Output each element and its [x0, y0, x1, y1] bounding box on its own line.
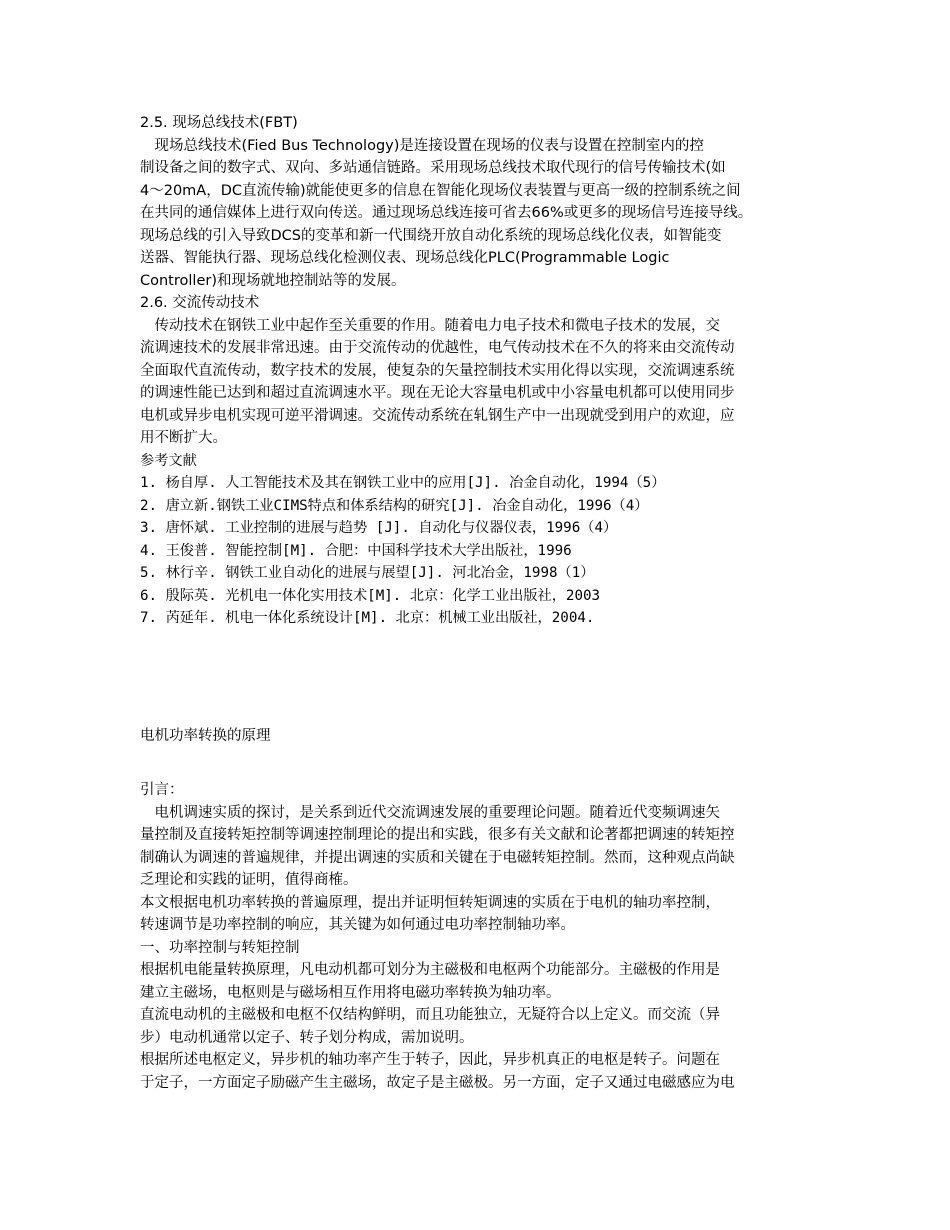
paragraph-line: 乏理论和实践的证明，值得商榷。 [140, 872, 358, 888]
references-list [140, 450, 830, 630]
paragraph-line: 制设备之间的数字式、双向、多站通信链路。采用现场总线技术取代现行的信号传输技术(如 [140, 160, 726, 176]
spacer [140, 747, 830, 779]
section-heading: 2.6. 交流传动技术 [140, 295, 260, 311]
reference-item: 5. 林行辛. 钢铁工业自动化的进展与展望[J]. 河北冶金，1998（1） [140, 565, 595, 581]
document-page [140, 112, 830, 1094]
paragraph-line: 根据所述电枢定义，异步机的轴功率产生于转子，因此，异步机真正的电枢是转子。问题在 [140, 1052, 720, 1068]
paragraph-line: 流调速技术的发展非常迅速。由于交流传动的优越性，电气传动技术在不久的将来由交流传动 [140, 340, 735, 356]
paragraph-line: 电机调速实质的探讨，是关系到近代交流调速发展的重要理论问题。随着近代变频调速矢 [140, 804, 720, 821]
paragraph-line: 全面取代直流传动，数字技术的发展，使复杂的矢量控制技术实用化得以实现，交流调速系统 [140, 362, 735, 379]
paragraph-line: 建立主磁场，电枢则是与磁场相互作用将电磁功率转换为轴功率。 [140, 984, 561, 1001]
paragraph-line: Controller)和现场就地控制站等的发展。 [140, 272, 406, 289]
section-fieldbus [140, 112, 830, 292]
paragraph-line: 传动技术在钢铁工业中起作至关重要的作用。随着电力电子技术和微电子技术的发展，交 [140, 317, 720, 334]
paragraph-line: 量控制及直接转矩控制等调速控制理论的提出和实践，很多有关文献和论著都把调速的转矩控 [140, 827, 735, 843]
reference-item: 3. 唐怀斌. 工业控制的进展与趋势 [J]. 自动化与仪器仪表，1996（4） [140, 520, 618, 536]
article-title: 电机功率转换的原理 [140, 727, 271, 744]
references-heading: 参考文献 [140, 452, 197, 469]
article-body [140, 779, 830, 1094]
paragraph-line: 根据机电能量转换原理，凡电动机都可划分为主磁极和电枢两个功能部分。主磁极的作用是 [140, 962, 720, 978]
paragraph-line: 现场总线的引入导致DCS的变革和新一代围绕开放自动化系统的现场总线化仪表，如智能变 [140, 227, 722, 244]
reference-item: 4. 王俊普. 智能控制[M]. 合肥：中国科学技术大学出版社，1996 [140, 542, 572, 559]
paragraph-line: 本文根据电机功率转换的普遍原理，提出并证明恒转矩调速的实质在于电机的轴功率控制， [140, 894, 720, 911]
paragraph-line: 用不断扩大。 [140, 430, 227, 446]
paragraph-line: 步）电动机通常以定子、转子划分构成，需加说明。 [140, 1029, 474, 1046]
paragraph-line: 引言： [140, 782, 184, 798]
paragraph-line: 送器、智能执行器、现场总线化检测仪表、现场总线化PLC(Programmable Logic [140, 250, 670, 266]
paragraph-line: 电机或异步电机实现可逆平滑调速。交流传动系统在轧钢生产中一出现就受到用户的欢迎，应 [140, 407, 735, 424]
reference-item: 6. 殷际英. 光机电一体化实用技术[M]. 北京：化学工业出版社，2003 [140, 587, 601, 604]
section-heading: 一、功率控制与转矩控制 [140, 939, 300, 956]
paragraph-line: 直流电动机的主磁极和电枢不仅结构鲜明，而且功能独立，无疑符合以上定义。而交流（异 [140, 1007, 720, 1023]
paragraph-line: 4～20mA，DC直流传输)就能使更多的信息在智能化现场仪表装置与更高一级的控制系统之间 [140, 182, 741, 199]
section-heading: 2.5. 现场总线技术(FBT) [140, 115, 298, 131]
paragraph-line: 于定子，一方面定子励磁产生主磁场，故定子是主磁极。另一方面，定子又通过电磁感应为电 [140, 1074, 735, 1091]
reference-item: 1. 杨自厚. 人工智能技术及其在钢铁工业中的应用[J]. 冶金自动化，1994（5） [140, 475, 666, 491]
paragraph-line: 制确认为调速的普遍规律，并提出调速的实质和关键在于电磁转矩控制。然而，这种观点尚缺 [140, 849, 735, 866]
paragraph-line: 转速调节是功率控制的响应，其关键为如何通过电功率控制轴功率。 [140, 917, 575, 933]
paragraph-line: 在共同的通信媒体上进行双向传送。通过现场总线连接可省去66%或更多的现场信号连接导线。 [140, 205, 753, 221]
reference-item: 7. 芮延年. 机电一体化系统设计[M]. 北京：机械工业出版社，2004. [140, 610, 595, 626]
paragraph-line: 的调速性能已达到和超过直流调速水平。现在无论大容量电机或中小容量电机都可以使用同步 [140, 385, 735, 401]
section-ac-drive [140, 292, 830, 450]
paragraph-line: 现场总线技术(Fied Bus Technology)是连接设置在现场的仪表与设置在控制室内的控 [140, 137, 704, 154]
reference-item: 2. 唐立新.钢铁工业CIMS特点和体系结构的研究[J]. 冶金自动化，1996（4） [140, 497, 649, 514]
spacer [140, 630, 830, 725]
